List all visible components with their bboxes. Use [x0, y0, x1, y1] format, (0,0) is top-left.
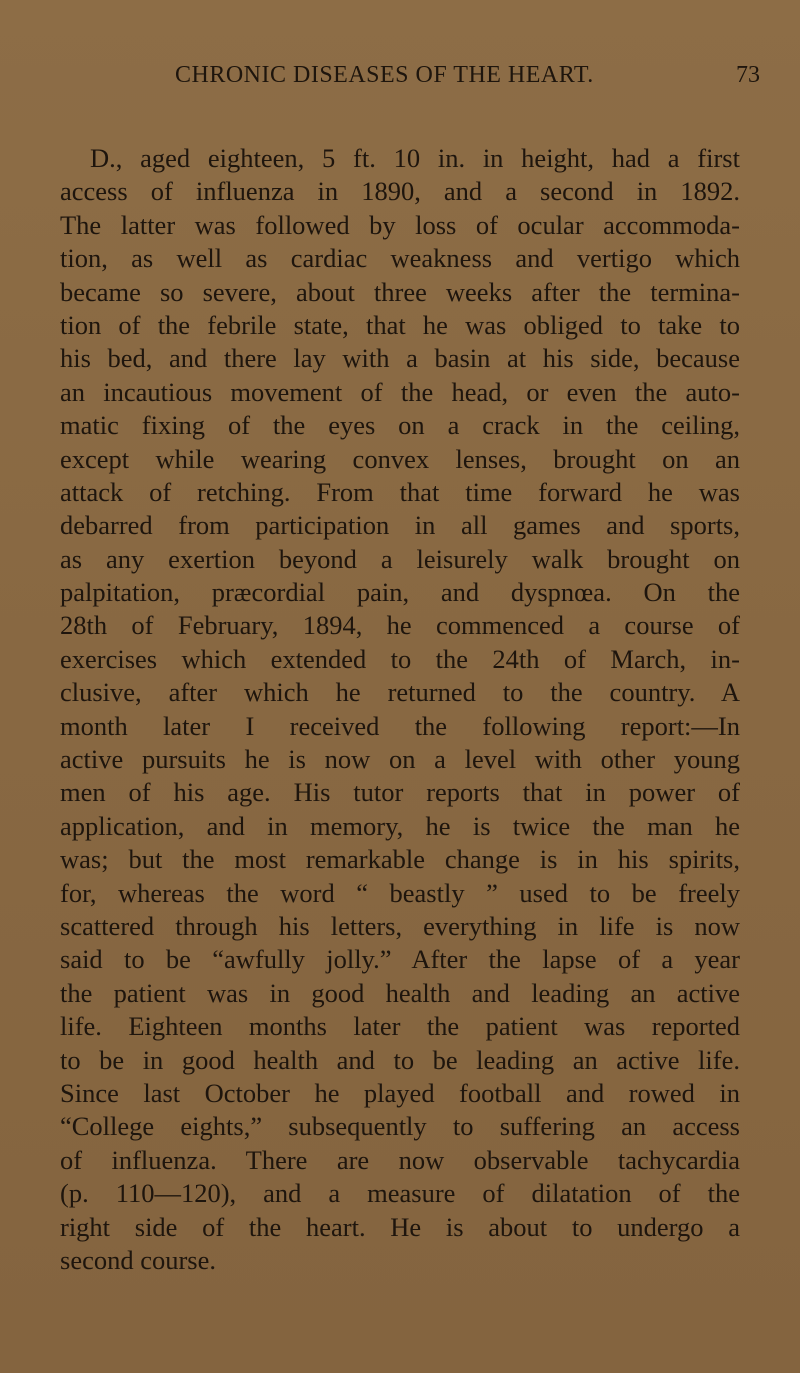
text-line: to be in good health and to be leading an active life.: [60, 1044, 740, 1075]
text-line: matic fixing of the eyes on a crack in the ceiling,: [60, 410, 740, 441]
text-line: tion of the febrile state, that he was obliged to take to: [60, 309, 740, 340]
text-line: (p. 110—120), and a measure of dilatation of the: [60, 1178, 740, 1209]
text-line: D., aged eighteen, 5 ft. 10 in. in height, had a first: [90, 143, 740, 173]
text-line: for, whereas the word “ beastly ” used to be freely: [60, 877, 740, 908]
text-line: active pursuits he is now on a level with other young: [60, 744, 740, 775]
text-line: second course.: [60, 1244, 216, 1275]
text-line: said to be “awfully jolly.” After the lapse of a year: [60, 944, 740, 975]
body-paragraph: [60, 142, 740, 1277]
text-line: palpitation, præcordial pain, and dyspnœa. On the: [60, 577, 740, 608]
text-line: scattered through his letters, everything in life is now: [60, 910, 740, 941]
text-line: his bed, and there lay with a basin at his side, because: [60, 343, 740, 374]
text-line: debarred from participation in all games and sports,: [60, 510, 740, 541]
text-line: except while wearing convex lenses, brought on an: [60, 443, 740, 474]
text-line: application, and in memory, he is twice the man he: [60, 810, 740, 841]
text-line: access of influenza in 1890, and a second in 1892.: [60, 176, 740, 207]
text-line: Since last October he played football and rowed in: [60, 1077, 740, 1108]
text-line: clusive, after which he returned to the country. A: [60, 677, 740, 708]
text-line: exercises which extended to the 24th of March, in-: [60, 643, 740, 674]
text-line: right side of the heart. He is about to undergo a: [60, 1211, 740, 1242]
text-line: tion, as well as cardiac weakness and vertigo which: [60, 243, 740, 274]
running-head: [60, 58, 760, 92]
text-line: as any exertion beyond a leisurely walk brought on: [60, 543, 740, 574]
text-line: attack of retching. From that time forward he was: [60, 476, 740, 507]
running-head-title: CHRONIC DISEASES OF THE HEART.: [175, 62, 594, 88]
text-line: The latter was followed by loss of ocular accommoda-: [60, 209, 740, 240]
text-line: 28th of February, 1894, he commenced a course of: [60, 610, 740, 641]
text-line: life. Eighteen months later the patient was reported: [60, 1011, 740, 1042]
page-number: 73: [736, 62, 760, 88]
text-line: became so severe, about three weeks after the termina-: [60, 276, 740, 307]
text-line: men of his age. His tutor reports that in power of: [60, 777, 740, 808]
text-line: the patient was in good health and leading an active: [60, 977, 740, 1008]
text-line: of influenza. There are now observable tachycardia: [60, 1144, 740, 1175]
text-line: month later I received the following report:—In: [60, 710, 740, 741]
text-line: was; but the most remarkable change is in his spirits,: [60, 844, 740, 875]
text-line: “College eights,” subsequently to suffering an access: [60, 1111, 740, 1142]
text-line: an incautious movement of the head, or even the auto-: [60, 376, 740, 407]
